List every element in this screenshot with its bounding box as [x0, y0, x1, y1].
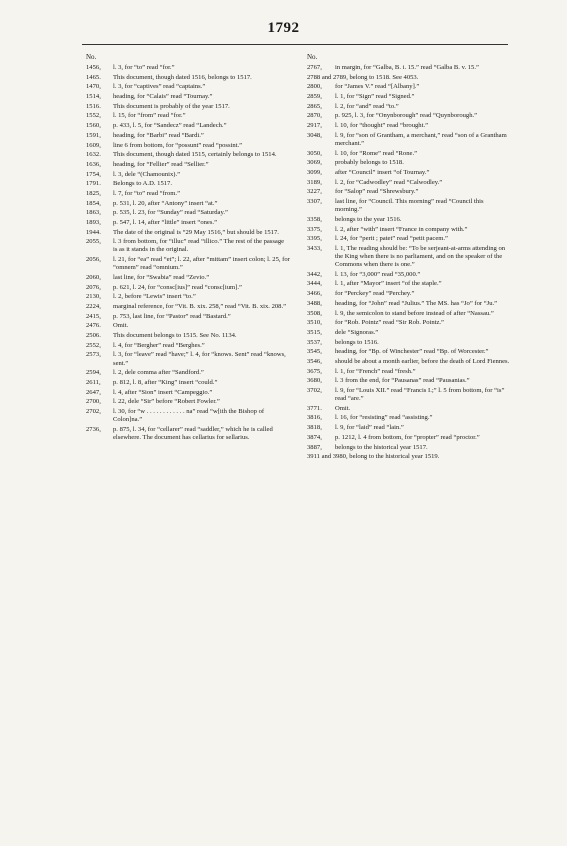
- entry-text: belongs to the historical year 1517.: [335, 443, 428, 451]
- entry-text: p. 753, last line, for “Pastor” read “Bastard.”: [113, 312, 231, 320]
- entry-number: 2865,: [307, 102, 322, 110]
- entry-number: 3675,: [307, 367, 322, 375]
- entry-text: for “Perckey” read “Perchey.”: [335, 290, 415, 298]
- entry-text: l. 3, dele “(Chamounix).”: [113, 170, 181, 178]
- entry-text: l. 1, for “Sign” read “Signed.”: [335, 93, 415, 101]
- entry-text: heading, for “Calais” read “Tournay.”: [113, 93, 213, 101]
- entry-number: 3375,: [307, 225, 322, 233]
- entry-number: 2415,: [86, 312, 101, 320]
- entry-number: 2056,: [86, 256, 101, 264]
- entry-number: 1893,: [86, 219, 101, 226]
- entry-text: l. 3 from bottom, for “illuc” read “illico.” The rest of the passage is as it stands in the original.: [113, 238, 285, 254]
- entry-number: 1470,: [86, 83, 101, 91]
- entry-number: 3546,: [307, 357, 322, 365]
- entry-number: 3537,: [307, 338, 322, 346]
- erratum-entry: [307, 453, 511, 461]
- right-column-header: No.: [307, 53, 318, 61]
- erratum-entry: [86, 256, 290, 272]
- entry-text: p. 547, l. 14, after “little” insert “ones.”: [113, 219, 217, 226]
- entry-text: line 6 from bottom, for “possunt” read “possint.”: [113, 141, 243, 149]
- entry-number: 2552,: [86, 341, 101, 349]
- erratum-entry: [86, 313, 290, 321]
- entry-text: l. 1, The reading should be: “To be serjeant-at-arms attending on the King when there is no parliament, and on the speaker of the Commons when there is one.”: [335, 244, 506, 269]
- erratum-entry: [86, 151, 290, 159]
- entry-number: 1456,: [86, 64, 101, 71]
- entry-number: 3433,: [307, 244, 322, 252]
- entry-number: 3887,: [307, 443, 322, 451]
- entry-text: l. 2, after “with” insert “France in company with.”: [335, 225, 468, 233]
- entry-number: 3069,: [307, 159, 322, 167]
- entry-text: p. 925, l. 3, for “Onynborough” read “Quynborough.”: [335, 112, 478, 120]
- entry-number: 3307,: [307, 198, 322, 206]
- entry-text: marginal reference, for “Vit. B. xix. 258,” read “Vit. B. xix. 208.”: [113, 303, 287, 310]
- entry-text: last line, for “Swabia” read “Zevio.”: [113, 273, 210, 281]
- entry-text: last line, for “Council. This morning” read “Council this morning.”: [335, 198, 484, 214]
- page-number: 1792: [267, 20, 300, 36]
- entry-number: 3771.: [307, 404, 322, 412]
- erratum-entry: [307, 319, 511, 327]
- erratum-entry: [307, 188, 511, 196]
- entry-text: l. 1, for “French” read “fresh.”: [335, 367, 416, 375]
- left-entries: [86, 64, 290, 442]
- entry-number: 2506.: [86, 332, 101, 340]
- entry-text: l. 1, after “Mayor” insert “of the staple.”: [335, 280, 442, 288]
- erratum-entry: [307, 339, 511, 347]
- entry-text: probably belongs to 1518.: [335, 159, 404, 167]
- entry-number: 1609,: [86, 141, 101, 149]
- entry-number: 1516.: [86, 102, 101, 110]
- entry-text: This document, though dated 1515, certainly belongs to 1514.: [113, 151, 277, 159]
- erratum-entry: [307, 93, 511, 101]
- entry-number: 2224,: [86, 303, 101, 310]
- entry-number: 3508,: [307, 309, 322, 317]
- left-column-header: No.: [86, 53, 97, 61]
- entry-number: 3358,: [307, 215, 322, 223]
- left-column: [86, 53, 290, 444]
- entry-text: p. 875, l. 34, for “cellarer” read “saddler,” which he is called elsewhere. The document has cellarius for sellarius.: [113, 425, 273, 441]
- entry-number: 1863,: [86, 209, 101, 217]
- entry-number: 1552,: [86, 112, 101, 120]
- erratum-entry: [86, 379, 290, 387]
- entry-text: Omit.: [335, 404, 351, 412]
- erratum-entry: [307, 64, 511, 72]
- entry-text: l. 10, for “Rome” read “Rone.”: [335, 149, 418, 157]
- entry-text: l. 4, for “Bergher” read “Berghes.”: [113, 341, 205, 349]
- entry-text: p. 812, l. 8, after “King” insert “could.”: [113, 378, 218, 386]
- entry-number: 3545,: [307, 348, 322, 356]
- entry-text: after “Council” insert “of Tournay.”: [335, 168, 430, 176]
- entry-number: 2702,: [86, 407, 101, 415]
- entry-number: 2476.: [86, 322, 101, 330]
- entry-number: 3099,: [307, 168, 322, 176]
- entry-number: 2917,: [307, 122, 322, 130]
- entry-number: 3395,: [307, 235, 322, 243]
- erratum-entry: [307, 405, 511, 413]
- entry-number: 3466,: [307, 290, 322, 298]
- entry-text: belongs to 1516.: [335, 338, 379, 346]
- erratum-entry: [307, 414, 511, 422]
- entry-text: belongs to the year 1516.: [335, 215, 402, 223]
- erratum-entry: [86, 190, 290, 198]
- erratum-entry: [307, 122, 511, 130]
- entry-text: p. 621, l. 24, for “consc[ius]” read “consc[ium].”: [113, 283, 242, 291]
- entry-number: 3816,: [307, 414, 322, 422]
- entry-number: 3442,: [307, 270, 322, 278]
- entry-number: 3818,: [307, 424, 322, 432]
- entry-text: should be about a month earlier, before the death of Lord Fiennes.: [335, 357, 510, 365]
- entry-text: The date of the original is “29 May 1516,” but should be 1517.: [113, 228, 279, 236]
- entry-text: l. 24, for “perit ; patet” read “petit pacem.”: [335, 235, 448, 243]
- entry-number: 2800,: [307, 83, 322, 91]
- erratum-entry: [86, 219, 290, 227]
- erratum-entry: [86, 74, 290, 82]
- erratum-entry: [86, 332, 290, 340]
- right-column: [307, 53, 511, 463]
- entry-number: 2055,: [86, 238, 101, 246]
- entry-number: 1591,: [86, 131, 101, 139]
- erratum-entry: [307, 358, 511, 366]
- entry-text: l. 7, for “to” read “from.”: [113, 189, 181, 197]
- entry-number: 2647,: [86, 388, 101, 396]
- erratum-entry: [86, 171, 290, 179]
- erratum-entry: [86, 408, 290, 424]
- entry-number: 1560,: [86, 122, 101, 130]
- erratum-entry: [86, 322, 290, 330]
- erratum-entry: [307, 280, 511, 288]
- erratum-entry: [86, 293, 290, 301]
- erratum-entry: [307, 271, 511, 279]
- entry-text: l. 22, dele “Sir” before “Robert Fowler.”: [113, 398, 220, 406]
- entry-text: l. 2, for “Cadwodley” read “Calwodley.”: [335, 178, 443, 186]
- entry-number: 3874,: [307, 433, 322, 441]
- erratum-entry: [86, 238, 290, 254]
- erratum-entry: [86, 93, 290, 101]
- erratum-entry: [86, 180, 290, 188]
- entry-text: Omit.: [113, 322, 129, 330]
- erratum-entry: [86, 83, 290, 91]
- entry-text: l. 9, for “Louis XII.” read “Francis I.;” l. 5 from bottom, for “is” read “are.”: [335, 387, 505, 403]
- erratum-entry: [307, 150, 511, 158]
- entry-number: 1636,: [86, 160, 101, 168]
- entry-text: l. 2, for “and” read “to.”: [335, 102, 399, 110]
- erratum-entry: [307, 74, 511, 82]
- entry-number: 3444,: [307, 280, 322, 288]
- header-rule: [82, 44, 508, 45]
- erratum-entry: [307, 159, 511, 167]
- entry-text: l. 3, for “leave” read “have;” l. 4, for “knows. Sent” read “knows, sent.”: [113, 351, 286, 367]
- entry-number: 1465.: [86, 73, 101, 81]
- erratum-entry: [307, 424, 511, 432]
- erratum-entry: [86, 284, 290, 292]
- erratum-entry: [307, 387, 511, 403]
- entry-number: 2594,: [86, 369, 101, 377]
- entry-number: 3048,: [307, 131, 322, 139]
- entry-text: heading, for “John” read “Julius.” The MS. has “Jo” for “Ju.”: [335, 299, 498, 307]
- entry-text: belong to 1518. See 4053.: [349, 73, 419, 81]
- entry-text: This document, though dated 1516, belongs to 1517.: [113, 73, 252, 81]
- erratum-entry: [86, 64, 290, 72]
- erratum-entry: [307, 198, 511, 214]
- entry-text: l. 13, for “3,000” read “35,000.”: [335, 270, 421, 278]
- entry-number: 3911 and 3980,: [307, 453, 348, 461]
- erratum-entry: [307, 377, 511, 385]
- entry-text: l. 21, for “ea” read “et”; l. 22, after “mittam” insert colon; l. 25, for “omnem” read “omnium.”: [113, 256, 290, 272]
- entry-number: 2573,: [86, 351, 101, 359]
- erratum-entry: [86, 426, 290, 442]
- entry-number: 1791.: [86, 180, 101, 188]
- erratum-entry: [307, 348, 511, 356]
- entry-number: 3189,: [307, 178, 322, 186]
- erratum-entry: [86, 369, 290, 377]
- entry-text: for “Rob. Pointz” read “Sir Rob. Pointz.”: [335, 319, 444, 327]
- entry-text: p. 1212, l. 4 from bottom, for “propter” read “proctor.”: [335, 433, 480, 441]
- erratum-entry: [86, 161, 290, 169]
- erratum-entry: [86, 103, 290, 111]
- entry-text: for “Salop” read “Shrewsbury.”: [335, 188, 419, 196]
- entry-text: l. 9, for “laid” read “lain.”: [335, 424, 404, 432]
- entry-number: 1754,: [86, 170, 101, 178]
- erratum-entry: [86, 132, 290, 140]
- entry-number: 2076,: [86, 283, 101, 291]
- erratum-entry: [307, 245, 511, 269]
- erratum-entry: [86, 122, 290, 130]
- entry-number: 1632.: [86, 151, 101, 159]
- erratum-entry: [307, 179, 511, 187]
- erratum-entry: [86, 351, 290, 367]
- erratum-entry: [307, 216, 511, 224]
- entry-number: 3702,: [307, 387, 322, 394]
- erratum-entry: [307, 434, 511, 442]
- entry-text: dele “Signoras.”: [335, 328, 379, 336]
- entry-number: 1854,: [86, 199, 101, 207]
- entry-text: l. 16, for “resisting” read “assisting.”: [335, 414, 433, 422]
- erratum-entry: [307, 169, 511, 177]
- erratum-entry: [307, 300, 511, 308]
- erratum-entry: [307, 103, 511, 111]
- entry-text: heading, for “Barbi” read “Bardi.”: [113, 131, 204, 139]
- erratum-entry: [86, 303, 290, 311]
- entry-text: This document belongs to 1515. See No. 1134.: [113, 332, 237, 340]
- erratum-entry: [86, 229, 290, 237]
- entry-text: l. 15, for “from” read “for.”: [113, 112, 186, 120]
- entry-number: 2060,: [86, 273, 101, 281]
- entry-text: p. 433, l. 5, for “Sandecz” read “Landech.”: [113, 122, 227, 130]
- entry-number: 2859,: [307, 93, 322, 101]
- entry-number: 3510,: [307, 319, 322, 327]
- entry-text: l. 9, for “son of Grantham, a merchant,” read “son of a Grantham merchant.”: [335, 131, 507, 147]
- right-entries: [307, 64, 511, 461]
- entry-text: Belongs to A.D. 1517.: [113, 180, 172, 188]
- entry-text: in margin, for “Galba, B. i. 15.” read “Galba B. v. 15.”: [335, 64, 479, 71]
- entry-text: l. 9, the semicolon to stand before instead of after “Nassau.”: [335, 309, 494, 317]
- entry-text: l. 3 from the end, for “Pausanas” read “Pausanias.”: [335, 377, 470, 385]
- entry-text: heading, for “Bp. of Winchester” read “Bp. of Worcester.”: [335, 348, 489, 356]
- entry-text: l. 10, for “thought” read “brought.”: [335, 122, 429, 130]
- entry-number: 3227,: [307, 188, 322, 196]
- entry-number: 2788 and 2789,: [307, 73, 348, 81]
- entry-number: 2767,: [307, 64, 322, 71]
- erratum-entry: [307, 112, 511, 120]
- erratum-entry: [86, 142, 290, 150]
- erratum-entry: [307, 329, 511, 337]
- entry-number: 2611,: [86, 378, 101, 386]
- entry-number: 3050,: [307, 149, 322, 157]
- entry-number: 2700,: [86, 398, 101, 406]
- erratum-entry: [307, 132, 511, 148]
- entry-number: 1825,: [86, 189, 101, 197]
- entry-text: p. 535, l. 23, for “Sunday” read “Saturday.”: [113, 209, 228, 217]
- entry-text: l. 30, for “w . . . . . . . . . . . . na” read “w[ith the Bishop of Colon]na.”: [113, 407, 265, 424]
- entry-number: 2130,: [86, 293, 101, 301]
- entry-number: 3680,: [307, 377, 322, 385]
- entry-text: l. 4, after “Sion” insert “Campeggio.”: [113, 388, 213, 396]
- erratum-entry: [307, 235, 511, 243]
- erratum-entry: [86, 112, 290, 120]
- erratum-entry: [307, 310, 511, 318]
- entry-text: l. 2, dele comma after “Sandford.”: [113, 369, 204, 377]
- erratum-entry: [307, 83, 511, 91]
- entry-number: 2736,: [86, 425, 101, 433]
- erratum-entry: [307, 226, 511, 234]
- entry-text: l. 2, before “Lewis” insert “to.”: [113, 293, 196, 301]
- erratum-entry: [86, 398, 290, 406]
- entry-text: This document is probably of the year 1517.: [113, 102, 230, 110]
- erratum-entry: [86, 389, 290, 397]
- entry-number: 2870,: [307, 112, 322, 120]
- entry-number: 1944.: [86, 228, 101, 236]
- erratum-entry: [86, 274, 290, 282]
- entry-text: for “James V.” read “[Albany].”: [335, 83, 420, 91]
- erratum-entry: [307, 290, 511, 298]
- entry-number: 1514,: [86, 93, 101, 101]
- entry-number: 3488,: [307, 299, 322, 307]
- entry-text: p. 531, l. 20, after “Antony” insert “at.”: [113, 199, 218, 207]
- erratum-entry: [86, 342, 290, 350]
- entry-number: 3515,: [307, 328, 322, 336]
- entry-text: heading, for “Fellier” read “Sellier.”: [113, 160, 209, 168]
- erratum-entry: [307, 444, 511, 452]
- erratum-entry: [86, 200, 290, 208]
- entry-text: l. 3, for “to” read “for.”: [113, 64, 175, 71]
- entry-text: belong to the historical year 1519.: [349, 453, 440, 461]
- erratum-entry: [307, 368, 511, 376]
- entry-text: l. 3, for “captives” read “captains.”: [113, 83, 206, 91]
- erratum-entry: [86, 209, 290, 217]
